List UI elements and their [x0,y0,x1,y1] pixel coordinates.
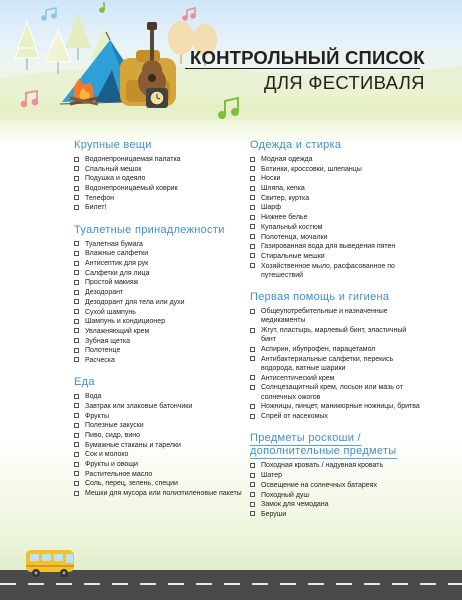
checklist-item[interactable] [250,262,420,281]
lantern-icon [146,88,168,108]
checklist-item[interactable] [74,240,244,249]
checklist-item-label: Салфетки для лица [85,269,150,277]
checklist-item-label: Общеупотребительные и назначенные медикаменты [261,308,388,325]
checklist-item-label: Свитер, куртка [261,194,310,202]
checklist-item[interactable] [74,327,244,336]
checklist-item[interactable] [250,252,420,261]
checkbox[interactable] [74,205,79,210]
checkbox[interactable] [250,482,255,487]
checkbox[interactable] [250,186,255,191]
checkbox[interactable] [74,462,79,467]
checklist-item[interactable] [250,194,420,203]
checklist-item[interactable] [250,374,420,383]
section-toiletries [74,224,244,366]
checkbox[interactable] [250,309,255,314]
checklist-item[interactable] [250,213,420,222]
checklist-item-label: Расческа [85,356,115,364]
checklist-item-label: Водонепроницаемый коврик [85,185,178,193]
checklist-item-label: Полезные закуски [85,422,144,430]
tree-icon [15,22,39,70]
checklist-item-label: Ботинки, кроссовки, шлепанцы [261,165,362,173]
checklist-item[interactable] [250,223,420,232]
checkbox[interactable] [74,328,79,333]
section-title: Одежда и стирка [250,139,342,151]
checkbox[interactable] [74,413,79,418]
checkbox[interactable] [250,176,255,181]
checklist-item-label: Антисептик для рук [85,260,149,268]
checklist-item-label: Солнцезащитный крем, лосьон или мазь от солнечных ожогов [261,384,403,401]
checklist-item[interactable] [250,383,420,402]
checklist-item-label: Дезодорант [85,289,124,297]
section-big-items [74,139,244,213]
checklist-item[interactable] [74,470,244,479]
checkbox[interactable] [74,481,79,486]
checkbox[interactable] [74,241,79,246]
checklist-item[interactable] [250,510,420,519]
checklist-item[interactable] [250,402,420,411]
checkbox[interactable] [250,492,255,497]
checklist-item-label: Походная кровать / надувная кровать [261,462,384,470]
checklist-item-label: Сухой шампунь [85,308,136,316]
checklist-item-label: Шарф [261,204,281,212]
music-note-icon [183,8,195,20]
checklist-item[interactable] [74,450,244,459]
checklist-item[interactable] [250,491,420,500]
checklist-item-label: Билет! [85,204,107,212]
checklist-item-label: Антибактериальные салфетки, перекись водорода, ватные шарики [261,355,394,373]
road-markings [0,583,462,585]
checklist-item[interactable] [74,174,244,183]
checkbox[interactable] [74,166,79,171]
checklist-item-label: Модная одежда [261,156,313,163]
checklist-item[interactable] [250,500,420,509]
checklist-item[interactable] [250,174,420,183]
checklist-item[interactable] [250,461,420,470]
checklist-item-label: Освещение на солнечных батареях [261,481,377,489]
checklist-item-label: Спальный мешок [85,165,142,173]
section-title: Предметы роскоши / дополнительные предметы [250,432,397,458]
checkbox[interactable] [74,491,79,496]
checklist-item-label: Нижнее белье [261,214,308,222]
checklist-item-label: Жгут, пластырь, марлевый бинт, эластичный бинт [261,327,407,344]
checkbox[interactable] [250,404,255,409]
section-title: Крупные вещи [74,139,152,151]
checklist-item[interactable] [250,165,420,174]
checklist-item-label: Подушка и одеяло [85,175,146,183]
checklist-item[interactable] [250,233,420,242]
checkbox[interactable] [74,319,79,324]
section-first-aid [250,291,420,421]
checkbox[interactable] [74,348,79,353]
checklist-item[interactable] [74,184,244,193]
checklist-item-label: Мешки для мусора или полиэтиленовые пакеты [85,490,242,498]
checklist-item-label: Хозяйственное мыло, расфасованное по путешествий [261,262,395,279]
checklist-item-label: Беруши [261,510,287,518]
checklist-item[interactable] [74,479,244,488]
right-column [250,139,420,530]
checklist-item-label: Растительное масло [85,470,153,478]
checklist-item[interactable] [74,346,244,355]
checklist-item-label: Туалетная бумага [85,240,143,248]
checklist-item-label: Шампунь и кондиционер [85,318,166,326]
checklist-item-label: Пиво, сидр, вино [85,432,141,440]
checklist-item-label: Влажные салфетки [85,250,149,258]
checkbox[interactable] [250,375,255,380]
checkbox[interactable] [74,261,79,266]
checklist-item[interactable] [74,194,244,203]
checklist-item-label: Газированная вода для выведения пятен [261,243,396,251]
checklist-item[interactable] [74,489,244,498]
checkbox[interactable] [74,394,79,399]
checkbox[interactable] [74,299,79,304]
section-title: Туалетные принадлежности [74,223,225,236]
checklist-item[interactable] [250,203,420,212]
checkbox[interactable] [74,309,79,314]
checklist-item[interactable] [250,355,420,374]
checkbox[interactable] [74,357,79,362]
checkbox[interactable] [250,166,255,171]
checklist-item[interactable] [74,308,244,317]
checklist-item-label: Увлажняющий крем [85,327,150,335]
checklist-item[interactable] [74,278,244,287]
checklist-item-label: Спрей от насекомых [261,413,328,421]
checkbox[interactable] [250,205,255,210]
checklist-item[interactable] [250,242,420,251]
checkbox[interactable] [74,251,79,256]
music-note-icon [100,2,104,12]
checkbox[interactable] [250,157,255,162]
checklist-item-label: Телефон [85,194,115,202]
checklist-item[interactable] [74,155,244,164]
checkbox[interactable] [250,502,255,507]
checklist-item-label: Завтрак или злаковые батончики [85,402,193,410]
checklist-item[interactable] [74,203,244,212]
checklist-item-label: Аспирин, ибупрофен, парацетамол [261,346,376,354]
checkbox[interactable] [250,224,255,229]
title-divider [185,68,420,69]
checklist-item[interactable] [250,481,420,490]
checkbox[interactable] [74,270,79,275]
checklist-item-label: Вода [85,393,102,401]
checkbox[interactable] [74,157,79,162]
checkbox[interactable] [74,423,79,428]
checkbox[interactable] [74,338,79,343]
checklist-item-label: Стиральные мешки [261,252,325,260]
checklist-item[interactable] [74,412,244,421]
checklist-item[interactable] [74,421,244,430]
checklist-item-label: Антисептический крем [261,374,335,382]
checklist-item[interactable] [74,249,244,258]
checkbox[interactable] [74,471,79,476]
checkbox[interactable] [74,280,79,285]
checkbox[interactable] [250,356,255,361]
header [0,0,462,120]
checkbox[interactable] [250,328,255,333]
checkbox[interactable] [250,244,255,249]
section-title: Еда [74,376,95,389]
checklist-item[interactable] [74,392,244,401]
checklist-item-label: Носки [261,175,281,183]
checklist-item-label: Ножницы, пинцет, маникюрные ножницы, бритва [261,403,420,411]
checklist-item[interactable] [74,259,244,268]
checklist-item[interactable] [74,317,244,326]
checklist-item[interactable] [74,460,244,469]
checklist-item-label: Купальный костюм [261,223,323,231]
checklist-item-label: Дезодорант для тела или духи [85,298,185,306]
checklist-item[interactable] [250,155,420,164]
checkbox[interactable] [250,215,255,220]
checklist-item[interactable] [74,288,244,297]
section-luxury [250,432,420,519]
music-note-icon [42,8,56,20]
checklist-item[interactable] [250,184,420,193]
checklist-item[interactable] [74,431,244,440]
checklist-item-label: Шляпа, кепка [261,185,305,193]
checklist-item-label: Полотенце [85,347,121,355]
checkbox[interactable] [74,442,79,447]
section-title: Первая помощь и гигиена [250,291,390,304]
checklist-item-label: Походный душ [261,491,310,499]
checklist-item-label: Соль, перец, зелень, специи [85,480,178,488]
checkbox[interactable] [74,403,79,408]
checkbox[interactable] [250,195,255,200]
checklist-item-label: Фрукты и овощи [85,461,138,469]
checklist-item-label: Сок и молоко [85,451,129,459]
checkbox[interactable] [250,463,255,468]
checklist-item-label: Полотенца, мочалки [261,233,328,241]
checklist-item[interactable] [74,441,244,450]
checklist-item-label: Водонепроницаемая палатка [85,156,181,163]
checkbox[interactable] [250,234,255,239]
checkbox[interactable] [250,473,255,478]
section-food [74,376,244,498]
page-title: КОНТРОЛЬНЫЙ СПИСОК [190,47,425,68]
checklist-item[interactable] [250,326,420,345]
left-column [74,139,244,509]
checkbox[interactable] [74,290,79,295]
checkbox[interactable] [74,195,79,200]
checkbox[interactable] [250,385,255,390]
checklist-item[interactable] [74,402,244,411]
checkbox[interactable] [74,452,79,457]
checklist-item[interactable] [74,337,244,346]
checklist-item-label: Замок для чемодана [261,501,329,509]
checklist-item-label: Шатер [261,472,283,480]
checklist-item-label: Бумажные стаканы и тарелки [85,441,181,449]
checklist-item[interactable] [74,298,244,307]
checkbox[interactable] [74,176,79,181]
checkbox[interactable] [74,433,79,438]
checklist-item[interactable] [250,471,420,480]
checklist-item[interactable] [74,165,244,174]
checklist-item-label: Фрукты [85,412,110,420]
checklist-item-label: Простой макияж [85,279,139,287]
checkbox[interactable] [250,511,255,516]
checklist-item[interactable] [250,412,420,421]
checkbox[interactable] [250,347,255,352]
checkbox[interactable] [250,414,255,419]
checklist-item[interactable] [250,345,420,354]
checklist-item[interactable] [250,307,420,326]
checkbox[interactable] [250,263,255,268]
checklist-item-label: Зубная щетка [85,337,130,345]
bus-icon [22,544,82,580]
checklist-item[interactable] [74,269,244,278]
page-subtitle: ДЛЯ ФЕСТИВАЛЯ [264,72,425,93]
section-clothing [250,139,420,280]
checklist-item[interactable] [74,356,244,365]
checkbox[interactable] [74,186,79,191]
checkbox[interactable] [250,253,255,258]
